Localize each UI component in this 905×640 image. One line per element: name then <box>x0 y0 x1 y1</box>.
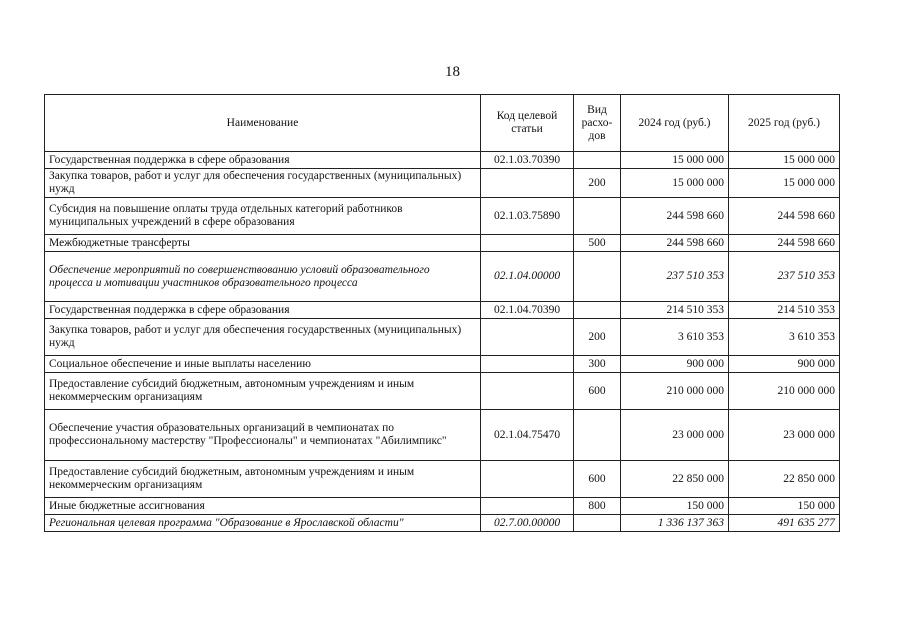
row-type-cell: 600 <box>574 461 621 498</box>
row-type-cell <box>574 252 621 302</box>
row-type-cell: 200 <box>574 169 621 198</box>
table-row <box>45 410 840 461</box>
row-2024-cell: 15 000 000 <box>621 169 729 198</box>
row-2025-cell: 23 000 000 <box>729 410 840 461</box>
row-2024-cell: 15 000 000 <box>621 152 729 169</box>
row-2025-cell: 3 610 353 <box>729 319 840 356</box>
row-2024-cell: 22 850 000 <box>621 461 729 498</box>
header-row <box>45 95 840 152</box>
row-type-cell: 200 <box>574 319 621 356</box>
row-code-cell <box>481 169 574 198</box>
row-2025-cell: 15 000 000 <box>729 152 840 169</box>
row-name-cell: Обеспечение участия образовательных организаций в чемпионатах по профессиональному мастерству "Профессионалы" и чемпионатах "Абилимпикс" <box>45 410 481 461</box>
row-2025-cell: 15 000 000 <box>729 169 840 198</box>
header-type: Вид расхо-дов <box>574 95 621 152</box>
row-code-cell: 02.7.00.00000 <box>481 515 574 532</box>
row-2024-cell: 900 000 <box>621 356 729 373</box>
table-row <box>45 252 840 302</box>
header-code: Код целевой статьи <box>481 95 574 152</box>
row-2025-cell: 150 000 <box>729 498 840 515</box>
row-type-cell: 800 <box>574 498 621 515</box>
row-name-cell: Обеспечение мероприятий по совершенствованию условий образовательного процесса и мотивации участников образовательного процесса <box>45 252 481 302</box>
row-code-cell <box>481 235 574 252</box>
row-name-cell: Социальное обеспечение и иные выплаты населению <box>45 356 481 373</box>
row-name-cell: Закупка товаров, работ и услуг для обеспечения государственных (муниципальных) нужд <box>45 169 481 198</box>
table-row <box>45 319 840 356</box>
row-2024-cell: 214 510 353 <box>621 302 729 319</box>
row-name-cell: Предоставление субсидий бюджетным, автономным учреждениям и иным некоммерческим организациям <box>45 373 481 410</box>
header-2025: 2025 год (руб.) <box>729 95 840 152</box>
row-2024-cell: 150 000 <box>621 498 729 515</box>
row-name-cell: Государственная поддержка в сфере образования <box>45 152 481 169</box>
row-type-cell: 300 <box>574 356 621 373</box>
row-code-cell: 02.1.04.70390 <box>481 302 574 319</box>
row-2025-cell: 237 510 353 <box>729 252 840 302</box>
row-2025-cell: 22 850 000 <box>729 461 840 498</box>
table-row <box>45 356 840 373</box>
row-type-cell <box>574 302 621 319</box>
table-row <box>45 169 840 198</box>
table-row <box>45 302 840 319</box>
row-2024-cell: 210 000 000 <box>621 373 729 410</box>
row-code-cell: 02.1.04.75470 <box>481 410 574 461</box>
row-type-cell <box>574 410 621 461</box>
row-code-cell: 02.1.03.70390 <box>481 152 574 169</box>
table-header <box>45 95 840 152</box>
row-code-cell <box>481 498 574 515</box>
row-code-cell <box>481 356 574 373</box>
table-row <box>45 198 840 235</box>
row-2024-cell: 237 510 353 <box>621 252 729 302</box>
row-2025-cell: 900 000 <box>729 356 840 373</box>
row-2025-cell: 210 000 000 <box>729 373 840 410</box>
row-code-cell: 02.1.03.75890 <box>481 198 574 235</box>
table-row <box>45 498 840 515</box>
page-number: 18 <box>445 64 460 80</box>
row-2025-cell: 244 598 660 <box>729 235 840 252</box>
header-name: Наименование <box>45 95 481 152</box>
row-name-cell: Субсидия на повышение оплаты труда отдельных категорий работников муниципальных учреждений в сфере образования <box>45 198 481 235</box>
row-type-cell <box>574 152 621 169</box>
row-name-cell: Иные бюджетные ассигнования <box>45 498 481 515</box>
row-2024-cell: 244 598 660 <box>621 235 729 252</box>
row-2025-cell: 214 510 353 <box>729 302 840 319</box>
row-2024-cell: 3 610 353 <box>621 319 729 356</box>
row-name-cell: Предоставление субсидий бюджетным, автономным учреждениям и иным некоммерческим организациям <box>45 461 481 498</box>
row-type-cell <box>574 198 621 235</box>
table-row <box>45 515 840 532</box>
row-2025-cell: 491 635 277 <box>729 515 840 532</box>
row-2025-cell: 244 598 660 <box>729 198 840 235</box>
table-row <box>45 373 840 410</box>
row-name-cell: Закупка товаров, работ и услуг для обеспечения государственных (муниципальных) нужд <box>45 319 481 356</box>
budget-table <box>44 94 840 532</box>
row-name-cell: Региональная целевая программа "Образование в Ярославской области" <box>45 515 481 532</box>
row-code-cell <box>481 373 574 410</box>
table-row <box>45 235 840 252</box>
row-name-cell: Государственная поддержка в сфере образования <box>45 302 481 319</box>
table-body <box>45 152 840 532</box>
row-name-cell: Межбюджетные трансферты <box>45 235 481 252</box>
row-code-cell <box>481 461 574 498</box>
row-2024-cell: 244 598 660 <box>621 198 729 235</box>
header-2024: 2024 год (руб.) <box>621 95 729 152</box>
row-type-cell: 500 <box>574 235 621 252</box>
row-code-cell <box>481 319 574 356</box>
row-code-cell: 02.1.04.00000 <box>481 252 574 302</box>
table-row <box>45 461 840 498</box>
row-2024-cell: 1 336 137 363 <box>621 515 729 532</box>
row-2024-cell: 23 000 000 <box>621 410 729 461</box>
row-type-cell <box>574 515 621 532</box>
table-row <box>45 152 840 169</box>
row-type-cell: 600 <box>574 373 621 410</box>
